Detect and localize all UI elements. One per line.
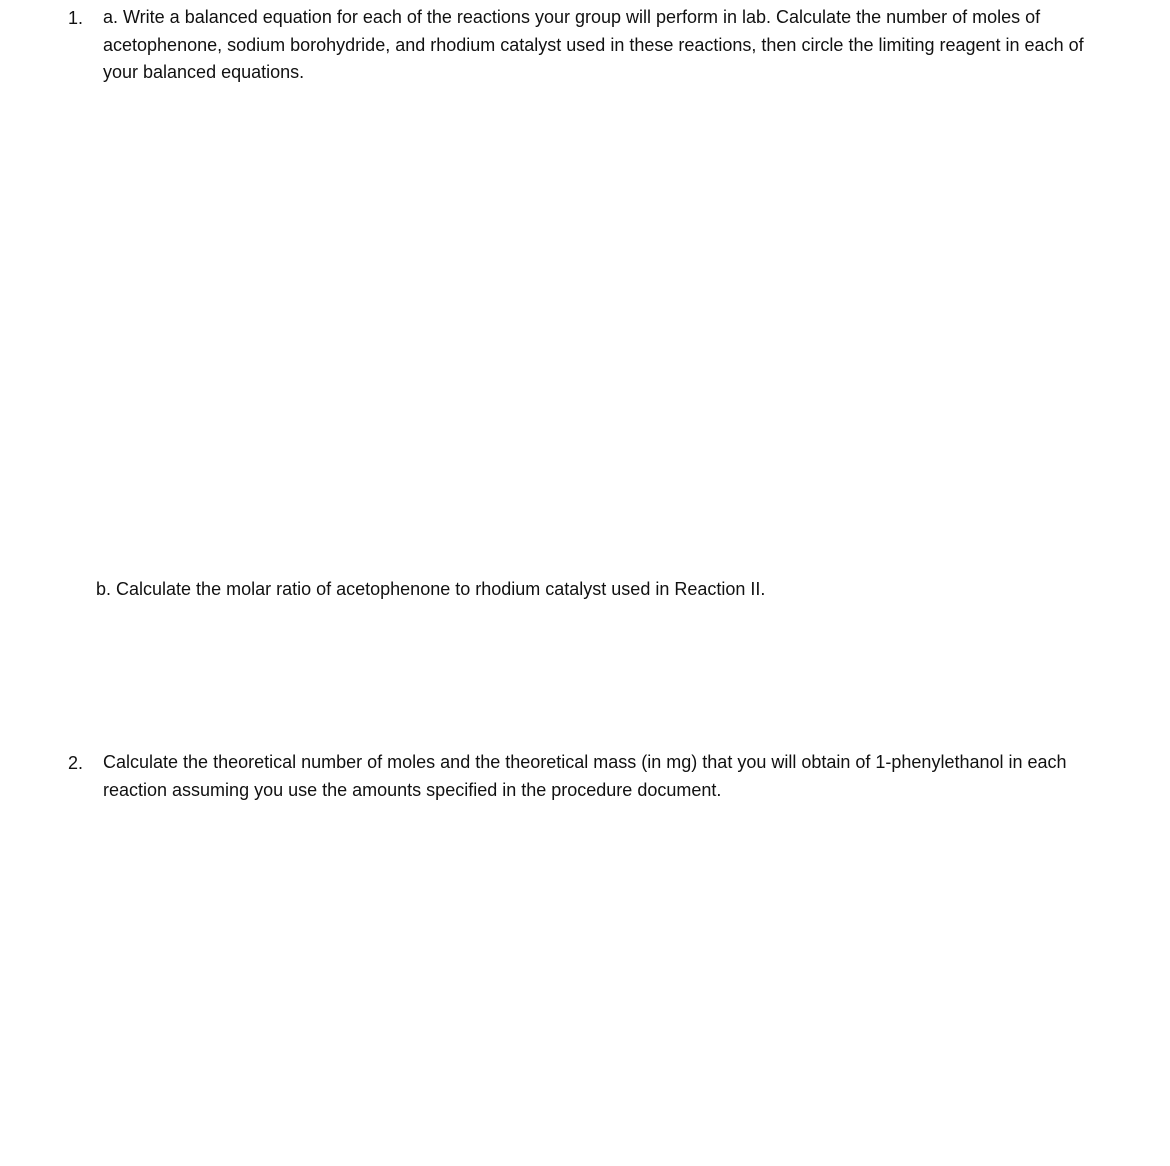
question-1b-text: b. Calculate the molar ratio of acetophenone to rhodium catalyst used in Reaction II. [96,579,766,599]
question-2-number: 2. [68,753,84,773]
question-2-text: Calculate the theoretical number of moles and the theoretical mass (in mg) that you will obtain of 1-phenylethanol in each reaction assuming you use the amounts specified in the procedure document. [103,752,1067,800]
question-1-number: 1. [68,8,84,28]
question-1a-text: a. Write a balanced equation for each of the reactions your group will perform in lab. Calculate the number of moles of acetophenone, sodium borohydride, and rhodium catalyst used in these reactions, then circle the limiting reagent in each of your balanced equations. [103,7,1084,82]
